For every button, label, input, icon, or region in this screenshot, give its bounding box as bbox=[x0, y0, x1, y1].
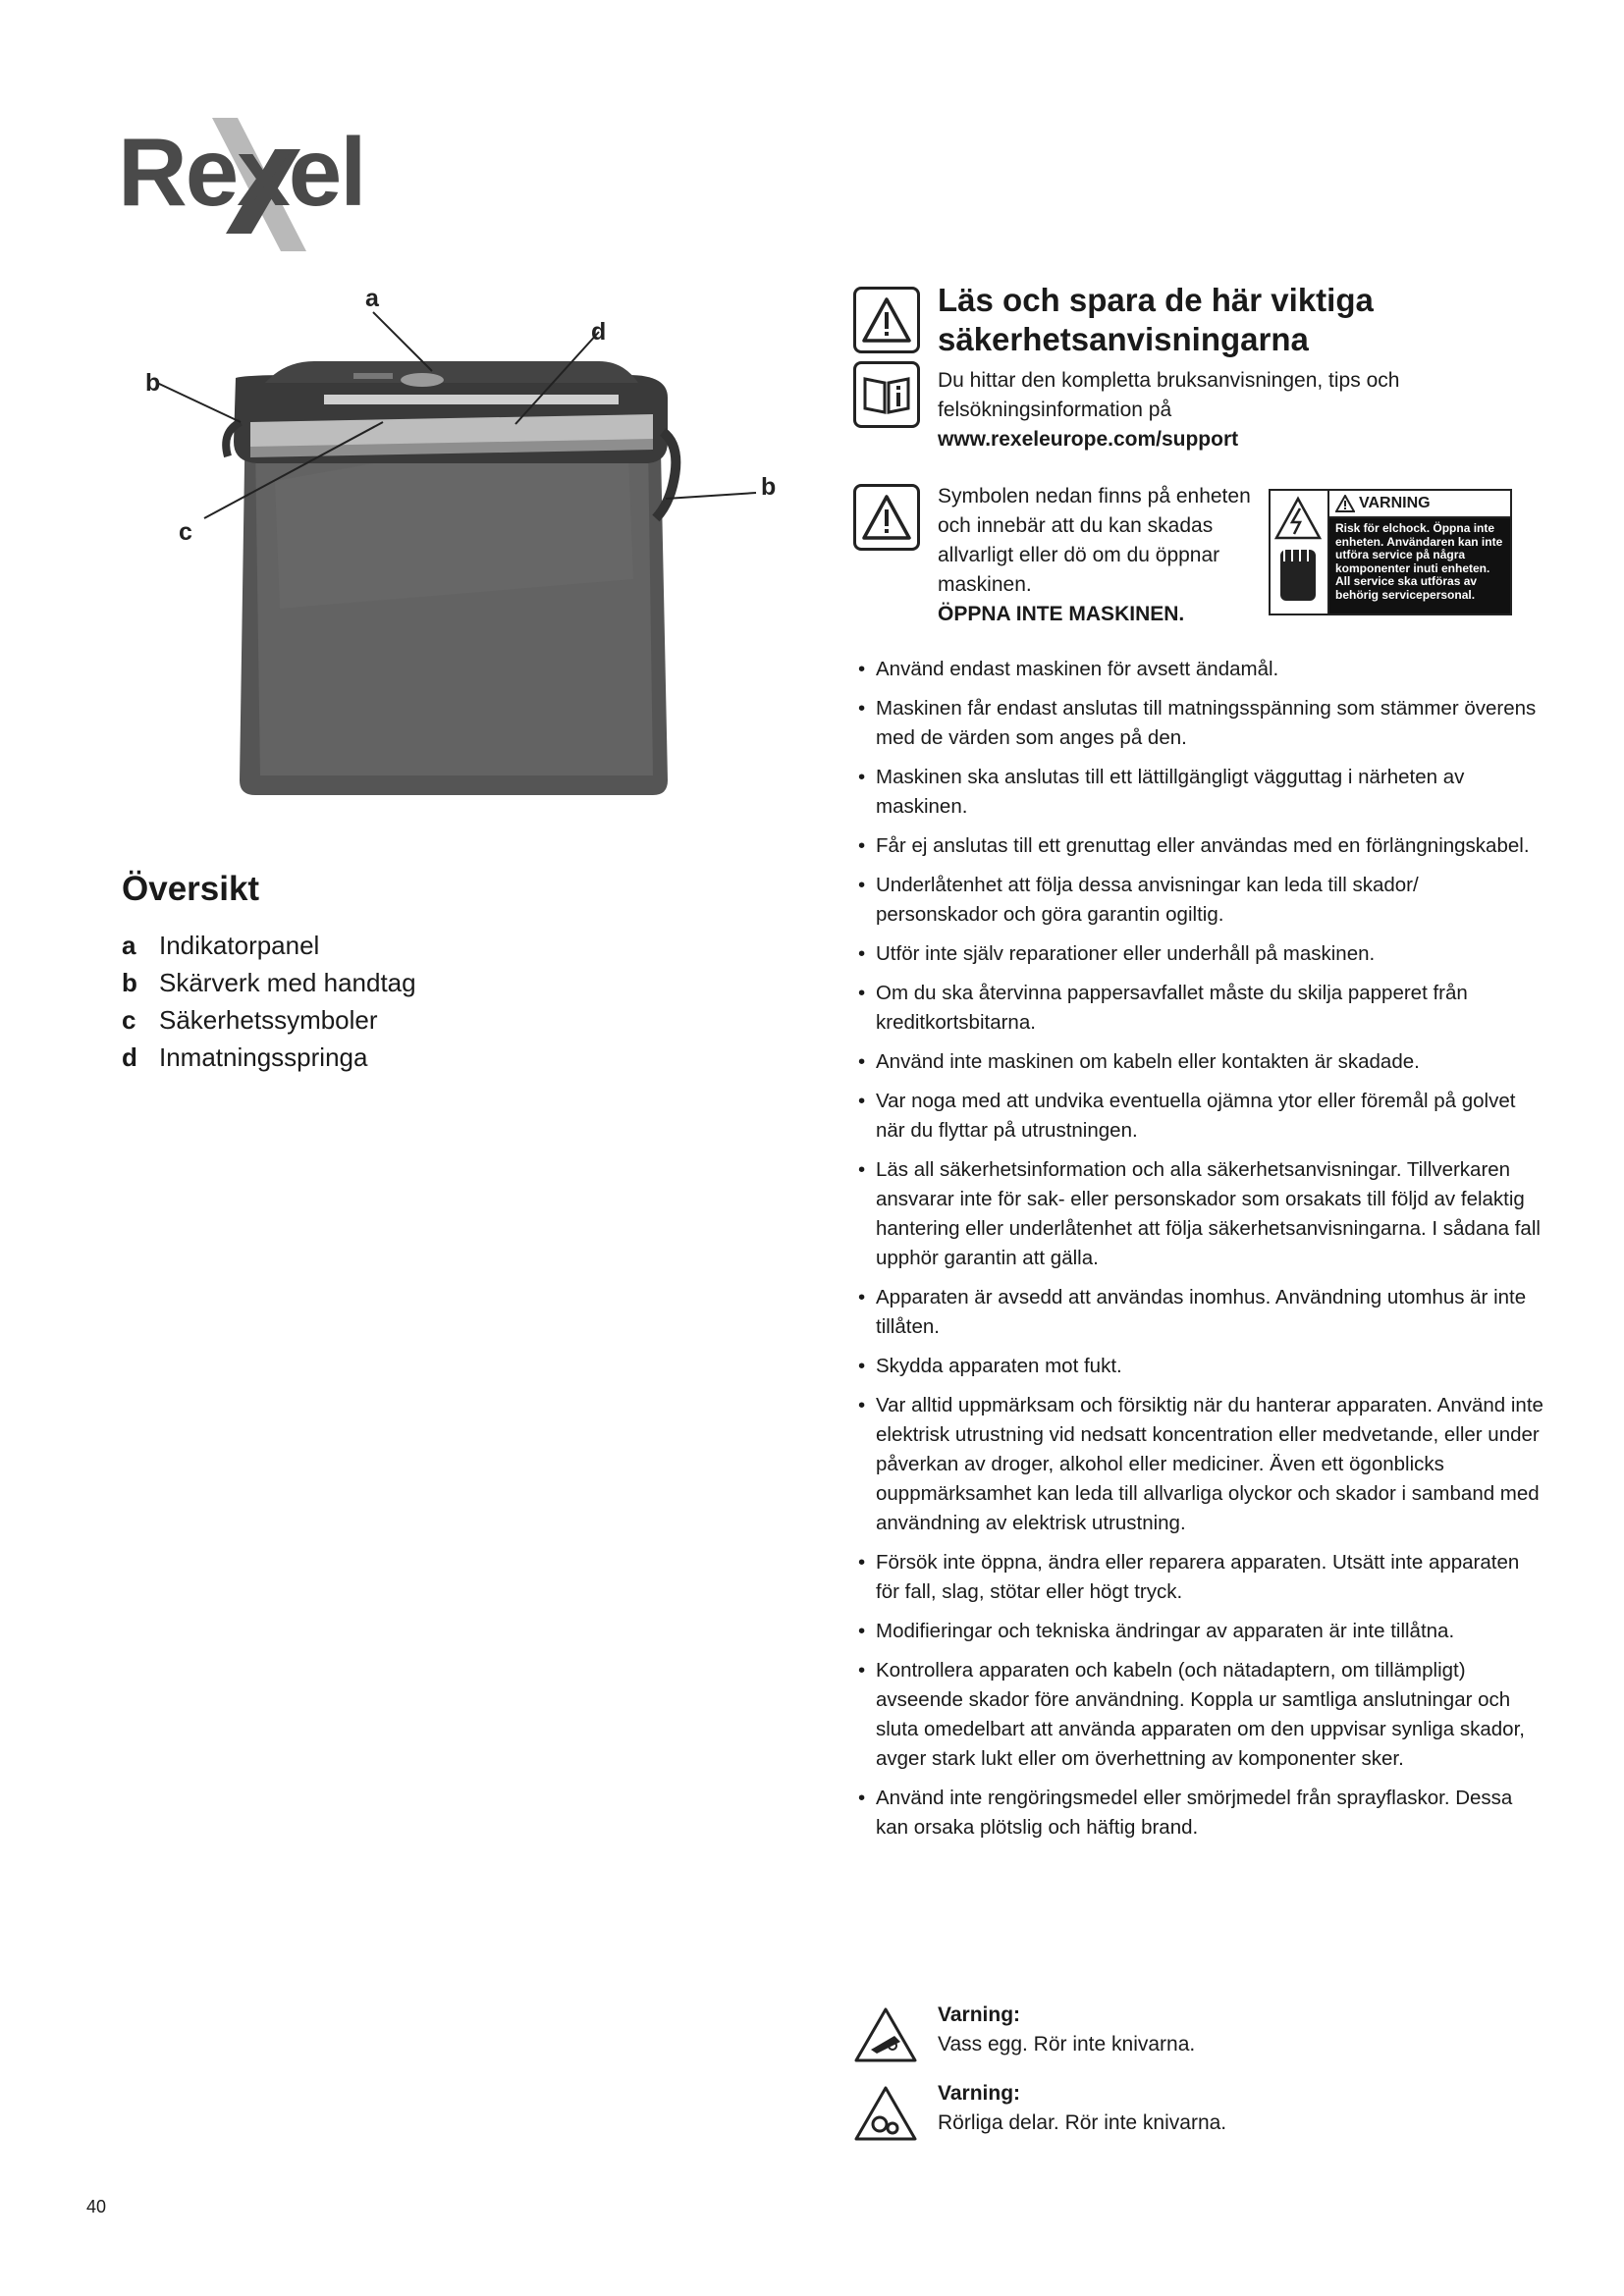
logo-text: Rexel bbox=[118, 118, 365, 226]
safety-intro bbox=[938, 366, 1448, 454]
list-item: • Maskinen får endast anslutas till matningsspänning som stämmer överens med de värden som anges på den. bbox=[856, 694, 1543, 753]
sharp-blade-warning-icon bbox=[853, 2006, 918, 2063]
electric-shock-warning-label bbox=[1269, 489, 1512, 615]
list-item: • Använd inte maskinen om kabeln eller kontakten är skadade. bbox=[856, 1047, 1543, 1077]
safety-heading: Läs och spara de här viktiga säkerhetsanvisningarna bbox=[938, 282, 1374, 357]
list-item: • Modifieringar och tekniska ändringar av apparaten är inte tillåtna. bbox=[856, 1617, 1543, 1646]
overview-item-key: a bbox=[122, 931, 136, 960]
sharp-edge-warning bbox=[853, 2001, 1541, 2071]
list-item: • Skydda apparaten mot fukt. bbox=[856, 1352, 1543, 1381]
warning-label-title: VARNING bbox=[1359, 495, 1431, 511]
overview-item bbox=[122, 1001, 416, 1039]
safety-bullet-list bbox=[856, 655, 1543, 1852]
overview-title: Översikt bbox=[122, 870, 260, 908]
list-item: • Var alltid uppmärksam och försiktig när du hanterar apparaten. Använd inte elektrisk utrustning vid nedsatt koncentration eller medvetande, eller under påverkan av droger, alkohol eller mediciner. Även ett ögonblicks ouppmärksamhet kan leda till allvarliga olyckor och skador i samband med användning av elektrisk utrustning. bbox=[856, 1391, 1543, 1538]
manual-info-icon bbox=[853, 361, 920, 428]
intro-text: Du hittar den kompletta bruksanvisningen, tips och felsökningsinformation på bbox=[938, 369, 1400, 421]
overview-item-label: Indikatorpanel bbox=[159, 931, 320, 960]
warning-text: Rörliga delar. Rör inte knivarna. bbox=[938, 2111, 1227, 2134]
overview-item-key: c bbox=[122, 1005, 136, 1035]
list-item: • Apparaten är avsedd att användas inomhus. Användning utomhus är inte tillåten. bbox=[856, 1283, 1543, 1342]
warning-text: Vass egg. Rör inte knivarna. bbox=[938, 2033, 1196, 2056]
callout-a: a bbox=[365, 285, 379, 312]
symbol-explanation bbox=[938, 482, 1262, 629]
list-item: • Försök inte öppna, ändra eller reparera apparaten. Utsätt inte apparaten för fall, slag, stötar eller högt tryck. bbox=[856, 1548, 1543, 1607]
overview-item-label: Säkerhetssymboler bbox=[159, 1005, 378, 1035]
shredder-image bbox=[118, 285, 805, 815]
shock-hand-icon bbox=[1271, 491, 1329, 614]
symbol-text: Symbolen nedan finns på enheten och innebär att du kan skadas allvarligt eller dö om du öppnar maskinen. bbox=[938, 485, 1251, 596]
list-item: • Utför inte själv reparationer eller underhåll på maskinen. bbox=[856, 939, 1543, 969]
overview-item bbox=[122, 927, 416, 964]
small-warning-icon bbox=[1335, 495, 1355, 512]
overview-item bbox=[122, 964, 416, 1001]
list-item: • Får ej anslutas till ett grenuttag eller användas med en förlängningskabel. bbox=[856, 831, 1543, 861]
warning-triangle-icon bbox=[853, 287, 920, 353]
page-number: 40 bbox=[86, 2197, 107, 2216]
overview-item bbox=[122, 1039, 416, 1076]
warning-title: Varning: bbox=[938, 2082, 1021, 2105]
callout-b-left: b bbox=[145, 369, 161, 397]
list-item: • Kontrollera apparaten och kabeln (och nätadaptern, om tillämpligt) avseende skador före användning. Koppla ur samtliga anslutningar och sluta omedelbart att använda apparaten om den uppvisar synliga skador, avger stark lukt eller om överhettning av komponenter sker. bbox=[856, 1656, 1543, 1774]
warning-label-header bbox=[1329, 491, 1510, 518]
list-item: • Om du ska återvinna pappersavfallet måste du skilja papperet från kreditkortsbitarna. bbox=[856, 979, 1543, 1038]
support-url: www.rexeleurope.com/support bbox=[938, 428, 1239, 451]
callout-c: c bbox=[179, 518, 192, 546]
rexel-logo bbox=[118, 116, 383, 253]
overview-list bbox=[122, 927, 416, 1076]
moving-parts-warning bbox=[853, 2079, 1541, 2150]
shredder-illustration bbox=[118, 285, 805, 815]
list-item: • Använd inte rengöringsmedel eller smörjmedel från sprayflaskor. Dessa kan orsaka plötslig och häftig brand. bbox=[856, 1784, 1543, 1842]
callout-d: d bbox=[591, 318, 607, 346]
list-item: • Använd endast maskinen för avsett ändamål. bbox=[856, 655, 1543, 684]
callout-b-right: b bbox=[761, 473, 777, 501]
symbol-bold-text: ÖPPNA INTE MASKINEN. bbox=[938, 603, 1185, 625]
overview-item-label: Skärverk med handtag bbox=[159, 968, 416, 997]
overview-item-key: d bbox=[122, 1042, 137, 1072]
warning-label-body: Risk för elchock. Öppna inte enheten. Användaren kan inte utföra service på några komponenter inuti enheten. All service ska utföras av behörig servicepersonal. bbox=[1329, 518, 1510, 614]
overview-item-label: Inmatningsspringa bbox=[159, 1042, 368, 1072]
warning-title: Varning: bbox=[938, 2003, 1021, 2026]
list-item: • Maskinen ska anslutas till ett lättillgängligt vägguttag i närheten av maskinen. bbox=[856, 763, 1543, 822]
list-item: • Läs all säkerhetsinformation och alla säkerhetsanvisningar. Tillverkaren ansvarar inte för sak- eller personskador som orsakats till följd av felaktig hantering eller underlåtenhet att följa säkerhetsanvisningarna. I sådana fall upphör garantin att gälla. bbox=[856, 1155, 1543, 1273]
moving-gears-warning-icon bbox=[853, 2085, 918, 2142]
list-item: • Underlåtenhet att följa dessa anvisningar kan leda till skador/ personskador och göra garantin ogiltig. bbox=[856, 871, 1543, 930]
overview-item-key: b bbox=[122, 968, 137, 997]
warning-triangle-icon bbox=[853, 484, 920, 551]
list-item: • Var noga med att undvika eventuella ojämna ytor eller föremål på golvet när du flyttar på utrustningen. bbox=[856, 1087, 1543, 1146]
